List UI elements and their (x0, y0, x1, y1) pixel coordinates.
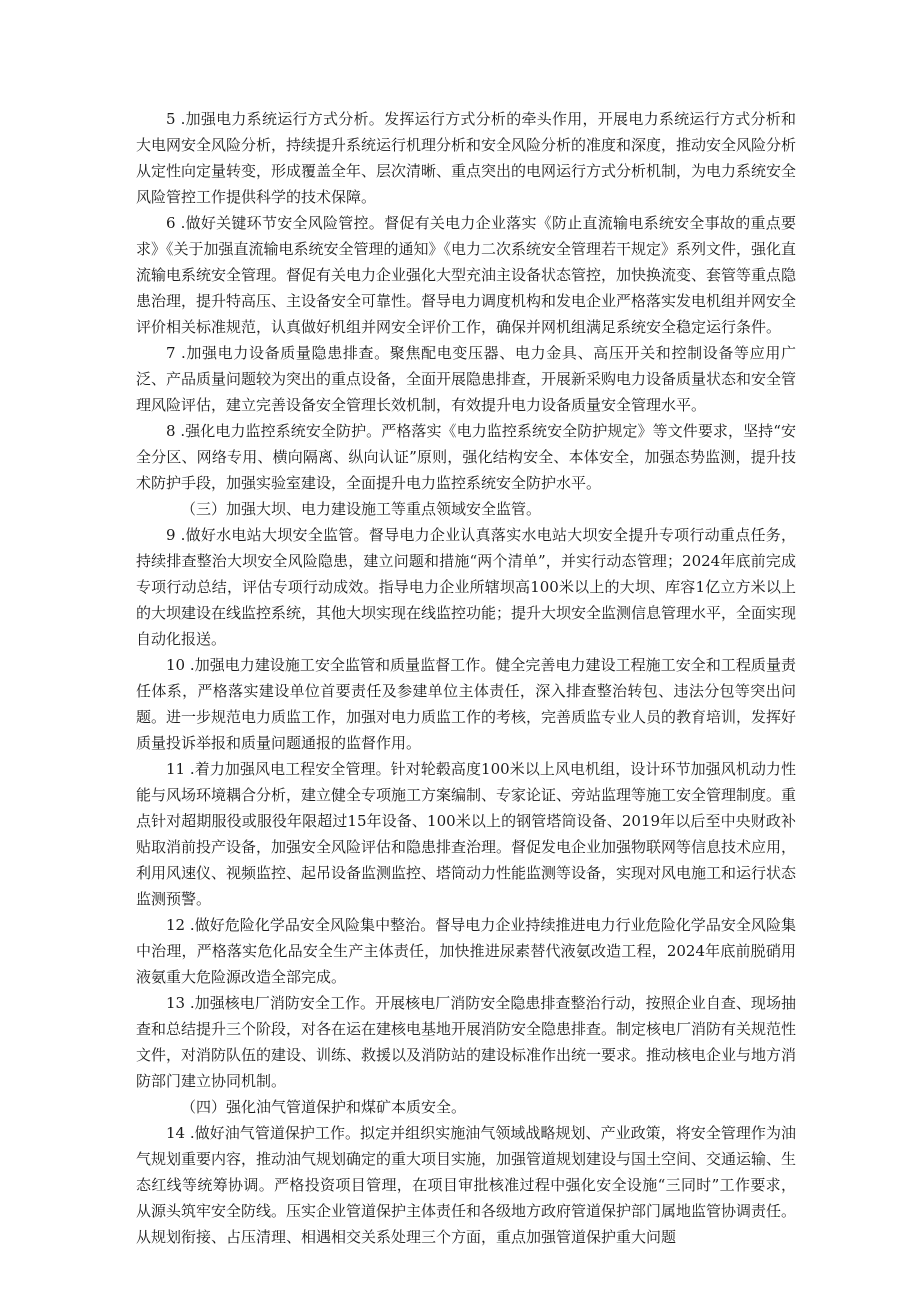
section-heading-4: （四）强化油气管道保护和煤矿本质安全。 (181, 1098, 467, 1116)
paragraph-item-13: 13 .加强核电厂消防安全工作。开展核电厂消防安全隐患排查整治行动，按照企业自查、现场抽查和总结提升三个阶段，对各在运在建核电基地开展消防安全隐患排查。制定核电厂消防有关规范性文件，对消防队伍的建设、训练、救援以及消防站的建设标准作出统一要求。推动核电企业与地方消防部门建立协同机制。 (136, 994, 797, 1090)
section-heading-3: （三）加强大坝、电力建设施工等重点领域安全监管。 (181, 500, 542, 518)
paragraph-item-10: 10 .加强电力建设施工安全监管和质量监督工作。健全完善电力建设工程施工安全和工程质量责任体系，严格落实建设单位首要责任及参建单位主体责任，深入排查整治转包、违法分包等突出问题。进一步规范电力质监工作，加强对电力质监工作的考核，完善质监专业人员的教育培训，发挥好质量投诉举报和质量问题通报的监督作用。 (136, 656, 797, 752)
paragraph-item-9: 9 .做好水电站大坝安全监管。督导电力企业认真落实水电站大坝安全提升专项行动重点任务，持续排查整治大坝安全风险隐患，建立问题和措施“两个清单”，并实行动态管理；2024年底前完成专项行动总结，评估专项行动成效。指导电力企业所辖坝高100米以上的大坝、库容1亿立方米以上的大坝建设在线监控系统，其他大坝实现在线监控功能；提升大坝安全监测信息管理水平，全面实现自动化报送。 (136, 526, 797, 648)
paragraph-item-14: 14 .做好油气管道保护工作。拟定并组织实施油气领域战略规划、产业政策，将安全管理作为油气规划重要内容，推动油气规划确定的重大项目实施，加强管道规划建设与国土空间、交通运输、生态红线等统筹协调。严格投资项目管理，在项目审批核准过程中强化安全设施“三同时”工作要求，从源头筑牢安全防线。压实企业管道保护主体责任和各级地方政府管道保护部门属地监管协调责任。从规划衔接、占压清理、相遇相交关系处理三个方面，重点加强管道保护重大问题 (136, 1124, 797, 1246)
paragraph-item-11: 11 .着力加强风电工程安全管理。针对轮毂高度100米以上风电机组，设计环节加强风机动力性能与风场环境耦合分析，建立健全专项施工方案编制、专家论证、旁站监理等施工安全管理制度。重点针对超期服役或服役年限超过15年设备、100米以上的钢管塔筒设备、2019年以后至中央财政补贴取消前投产设备，加强安全风险评估和隐患排查治理。督促发电企业加强物联网等信息技术应用，利用风速仪、视频监控、起吊设备监测监控、塔筒动力性能监测等设备，实现对风电施工和运行状态监测预警。 (136, 760, 797, 908)
paragraph-item-8: 8 .强化电力监控系统安全防护。严格落实《电力监控系统安全防护规定》等文件要求，坚持“安全分区、网络专用、横向隔离、纵向认证”原则，强化结构安全、本体安全，加强态势监测，提升技术防护手段，加强实验室建设，全面提升电力监控系统安全防护水平。 (136, 422, 796, 492)
paragraph-item-5: 5 .加强电力系统运行方式分析。发挥运行方式分析的牵头作用，开展电力系统运行方式分析和大电网安全风险分析，持续提升系统运行机理分析和安全风险分析的准度和深度，推动安全风险分析从定性向定量转变，形成覆盖全年、层次清晰、重点突出的电网运行方式分析机制，为电力系统安全风险管控工作提供科学的技术保障。 (136, 110, 797, 206)
paragraph-item-7: 7 .加强电力设备质量隐患排查。聚焦配电变压器、电力金具、高压开关和控制设备等应用广泛、产品质量问题较为突出的重点设备，全面开展隐患排查，开展新采购电力设备质量状态和安全管理风险评估，建立完善设备安全管理长效机制，有效提升电力设备质量安全管理水平。 (136, 344, 797, 414)
paragraph-item-12: 12 .做好危险化学品安全风险集中整治。督导电力企业持续推进电力行业危险化学品安全风险集中治理，严格落实危化品安全生产主体责任，加快推进尿素替代液氨改造工程，2024年底前脱硝用液氨重大危险源改造全部完成。 (136, 916, 796, 986)
document-body (136, 106, 796, 1250)
paragraph-item-6: 6 .做好关键环节安全风险管控。督促有关电力企业落实《防止直流输电系统安全事故的重点要求》《关于加强直流输电系统安全管理的通知》《电力二次系统安全管理若干规定》系列文件，强化直流输电系统安全管理。督促有关电力企业强化大型充油主设备状态管控，加快换流变、套管等重点隐患治理，提升特高压、主设备安全可靠性。督导电力调度机构和发电企业严格落实发电机组并网安全评价相关标准规范，认真做好机组并网安全评价工作，确保并网机组满足系统安全稳定运行条件。 (136, 214, 797, 336)
